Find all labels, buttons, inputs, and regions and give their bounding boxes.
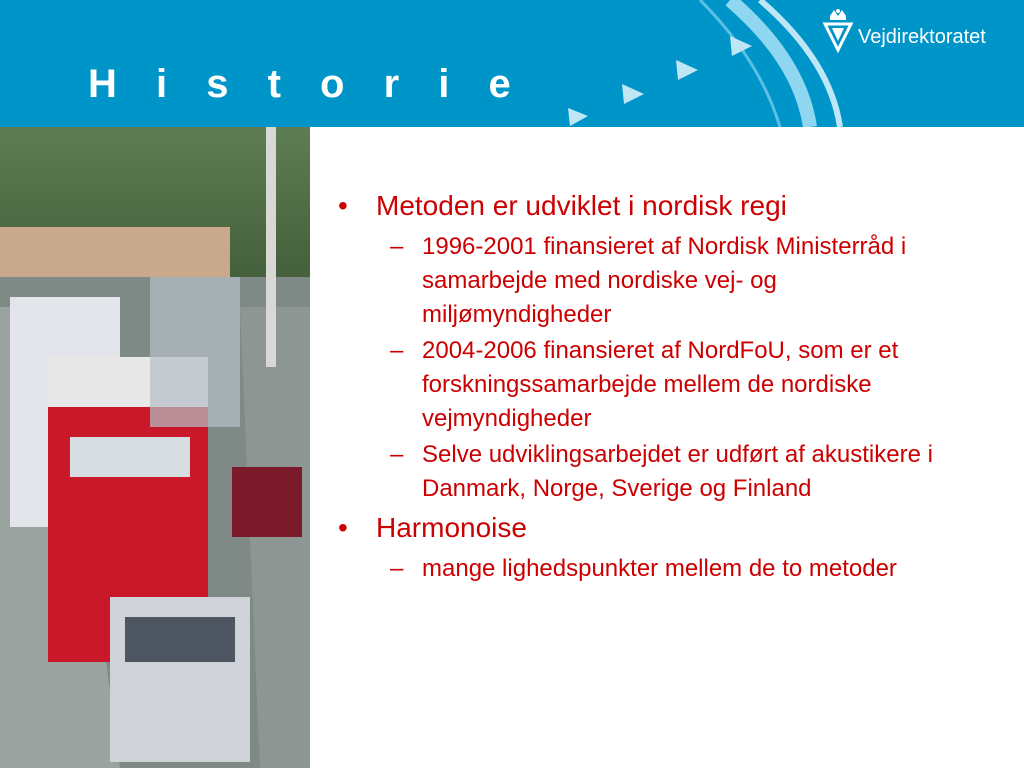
bullet-item	[330, 188, 1010, 224]
sub-bullet-text: Selve udviklingsarbejdet er udført af akustikere i Danmark, Norge, Sverige og Finland	[422, 441, 933, 502]
page-title: H i s t o r i e	[88, 62, 525, 106]
sub-bullet-item	[330, 552, 942, 586]
bullet-mark: •	[338, 190, 348, 221]
brand-name: Vejdirektoratet	[858, 26, 986, 48]
sub-bullet-text: 1996-2001 finansieret af Nordisk Ministerråd i samarbejde med nordiske vej- og miljømyndigheder	[422, 233, 907, 328]
dash-mark: –	[390, 337, 404, 364]
bullet-item	[330, 510, 1010, 546]
highway-traffic-photo	[0, 127, 310, 768]
brand-logo	[822, 8, 1012, 58]
sub-bullet-item	[330, 334, 942, 436]
dash-mark: –	[390, 233, 404, 260]
bullet-mark: •	[338, 512, 348, 543]
sub-bullet-text: mange lighedspunkter mellem de to metoder	[422, 555, 897, 582]
dash-mark: –	[390, 555, 404, 582]
sub-bullet-text: 2004-2006 finansieret af NordFoU, som er et forskningssamarbejde mellem de nordiske vejmyndigheder	[422, 337, 899, 432]
sub-bullet-item	[330, 438, 942, 506]
crown-shield-icon	[822, 8, 854, 54]
bullet-text: Metoden er udviklet i nordisk regi	[376, 190, 787, 221]
bullet-text: Harmonoise	[376, 512, 527, 543]
dash-mark: –	[390, 441, 404, 468]
sub-bullet-item	[330, 230, 942, 332]
slide-content	[330, 188, 1010, 588]
header-bar	[0, 0, 1024, 127]
photo-illustration	[0, 127, 310, 768]
